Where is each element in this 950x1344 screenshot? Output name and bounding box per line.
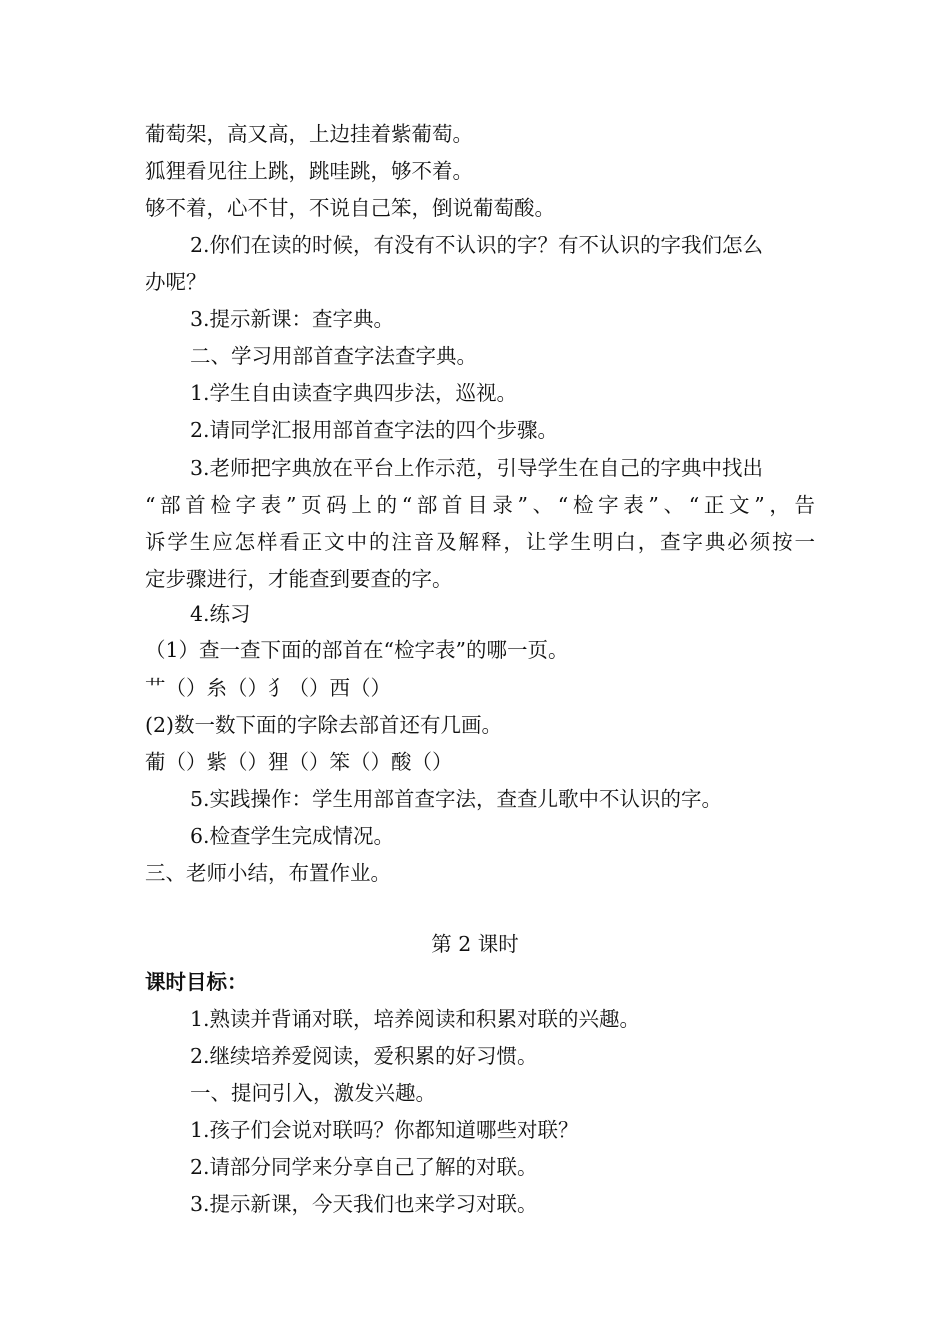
lesson-goal-1: 1.熟读并背诵对联，培养阅读和积累对联的兴趣。	[190, 1007, 641, 1031]
step-2-line-2: 办呢？	[145, 270, 207, 294]
poem-line-1: 葡萄架，高又高，上边挂着紫葡萄。	[145, 122, 473, 146]
section-2-item-3-line-2: “部首检字表”页码上的“部首目录”、“检字表”、“正文”，告	[145, 493, 815, 517]
poem-line-2: 狐狸看见往上跳，跳哇跳，够不着。	[145, 159, 473, 183]
section-2-item-3-line-4: 定步骤进行，才能查到要查的字。	[145, 567, 453, 591]
poem-line-3: 够不着，心不甘，不说自己笨，倒说葡萄酸。	[145, 196, 555, 220]
section-2-item-6: 6.检查学生完成情况。	[190, 824, 395, 848]
exercise-2-characters: 葡（）紫（）狸（）笨（）酸（）	[145, 750, 453, 774]
lesson-2-section-1-heading: 一、提问引入，激发兴趣。	[190, 1081, 436, 1105]
exercise-2-prompt: (2)数一数下面的字除去部首还有几画。	[145, 713, 503, 737]
lesson-goals-heading: 课时目标：	[145, 970, 248, 994]
lesson-2-item-3: 3.提示新课，今天我们也来学习对联。	[190, 1192, 538, 1216]
exercise-1-radicals: 艹（）糸（）犭（）西（）	[145, 676, 391, 700]
lesson-2-title: 第 2 课时	[431, 932, 519, 956]
section-2-item-3-line-3: 诉学生应怎样看正文中的注音及解释，让学生明白，查字典必须按一	[145, 530, 815, 554]
exercise-1-prompt: （1）查一查下面的部首在“检字表”的哪一页。	[145, 638, 569, 662]
lesson-2-item-1: 1.孩子们会说对联吗？你都知道哪些对联？	[190, 1118, 579, 1142]
section-3-heading: 三、老师小结，布置作业。	[145, 861, 391, 885]
step-3-intro: 3.提示新课：查字典。	[190, 307, 395, 331]
section-2-heading: 二、学习用部首查字法查字典。	[190, 344, 477, 368]
section-2-item-3-line-1: 3.老师把字典放在平台上作示范，引导学生在自己的字典中找出	[190, 456, 764, 480]
lesson-goal-2: 2.继续培养爱阅读，爱积累的好习惯。	[190, 1044, 538, 1068]
section-2-item-1: 1.学生自由读查字典四步法，巡视。	[190, 381, 518, 405]
section-2-item-2: 2.请同学汇报用部首查字法的四个步骤。	[190, 418, 559, 442]
lesson-2-item-2: 2.请部分同学来分享自己了解的对联。	[190, 1155, 538, 1179]
step-2-line-1: 2.你们在读的时候，有没有不认识的字？有不认识的字我们怎么	[190, 233, 764, 257]
section-2-item-5: 5.实践操作：学生用部首查字法，查查儿歌中不认识的字。	[190, 787, 723, 811]
section-2-item-4: 4.练习	[190, 602, 251, 626]
